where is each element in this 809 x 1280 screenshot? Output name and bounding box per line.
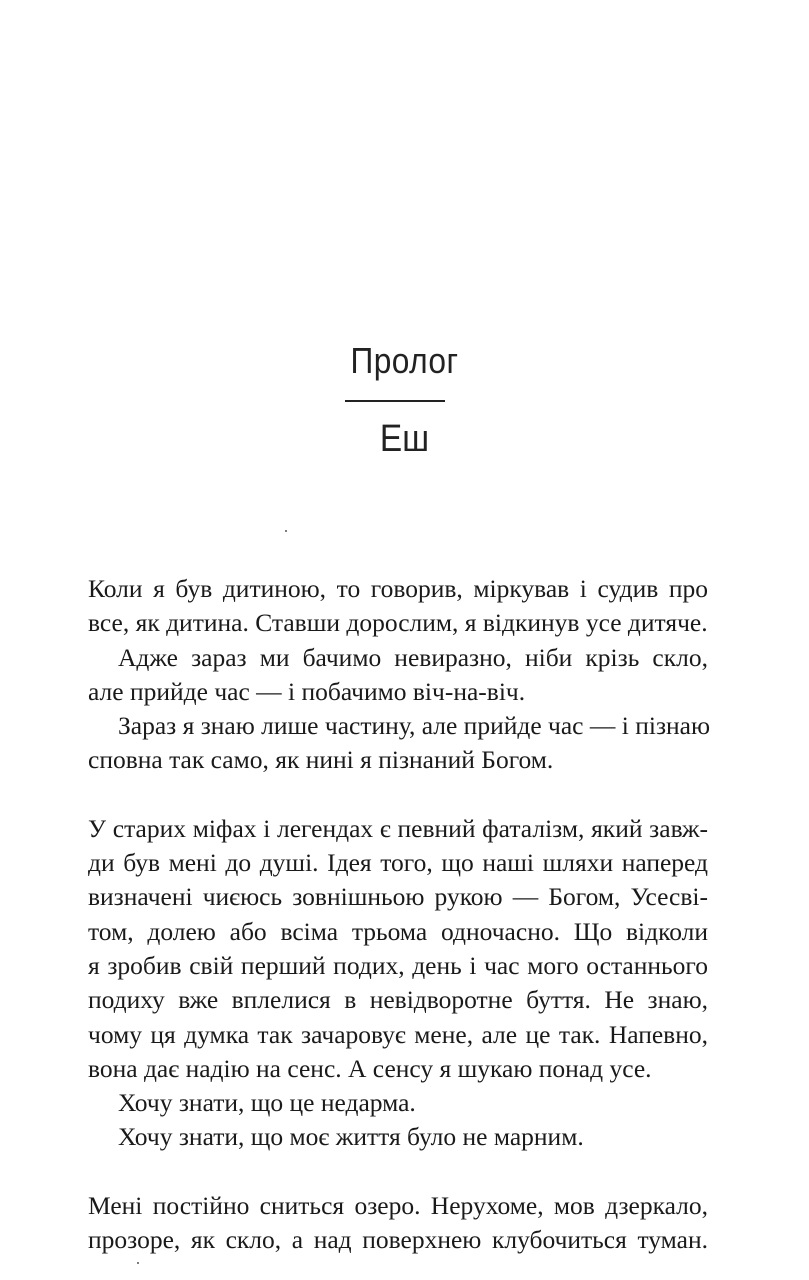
text-line: але прийде час — і побачимо віч-на-віч. [88, 676, 526, 706]
paragraph [88, 1189, 708, 1258]
text-line: все, як дитина. Ставши дорослим, я відкинув усе дитяче. [88, 608, 708, 638]
paragraph [88, 1120, 708, 1154]
text-line: чому ця думка так зачаровує мене, але це так. Напевно, [88, 1019, 708, 1049]
text-line: Хочу знати, що моє життя було не марним. [118, 1122, 584, 1152]
text-line: сповна так само, як нині я пізнаний Богом. [88, 745, 554, 775]
chapter-divider [345, 400, 445, 402]
text-line: Мені постійно сниться озеро. Нерухоме, мов дзеркало, [88, 1190, 708, 1220]
text-line: Коли я був дитиною, то говорив, міркував і судив про [88, 574, 708, 603]
chapter-subtitle: Еш [379, 418, 430, 460]
chapter-title: Пролог [350, 340, 459, 381]
text-line: Хочу знати, що це недарма. [118, 1088, 416, 1118]
text-line: ди був мені до душі. Ідея того, що наші шляхи наперед [88, 848, 708, 878]
text-line: Адже зараз ми бачимо невиразно, ніби крізь скло, [118, 642, 708, 672]
print-speck [137, 1262, 139, 1264]
text-line: вона дає надію на сенс. А сенсу я шукаю понад усе. [88, 1053, 652, 1083]
paragraph [88, 641, 708, 710]
prologue-text [88, 572, 711, 1257]
text-line: том, долею або всіма трьома одночасно. Що відколи [88, 916, 708, 946]
text-line: У старих міфах і легендах є певний фаталізм, який завж- [88, 813, 708, 843]
paragraph [88, 812, 708, 1086]
print-speck [285, 530, 287, 532]
text-line: я зробив свій перший подих, день і час мого останнього [88, 950, 708, 980]
text-line: прозоре, як скло, а над поверхнею клубочиться туман. [88, 1225, 708, 1255]
paragraph [88, 709, 711, 778]
paragraph [88, 572, 708, 641]
text-line: подиху вже вплелися в невідворотне буття. Не знаю, [88, 985, 708, 1015]
text-line: визначені чиєюсь зовнішньою рукою — Богом, Усесві- [88, 882, 708, 912]
paragraph [88, 1086, 708, 1120]
text-line: Зараз я знаю лише частину, але прийде час — і пізнаю [118, 711, 711, 741]
